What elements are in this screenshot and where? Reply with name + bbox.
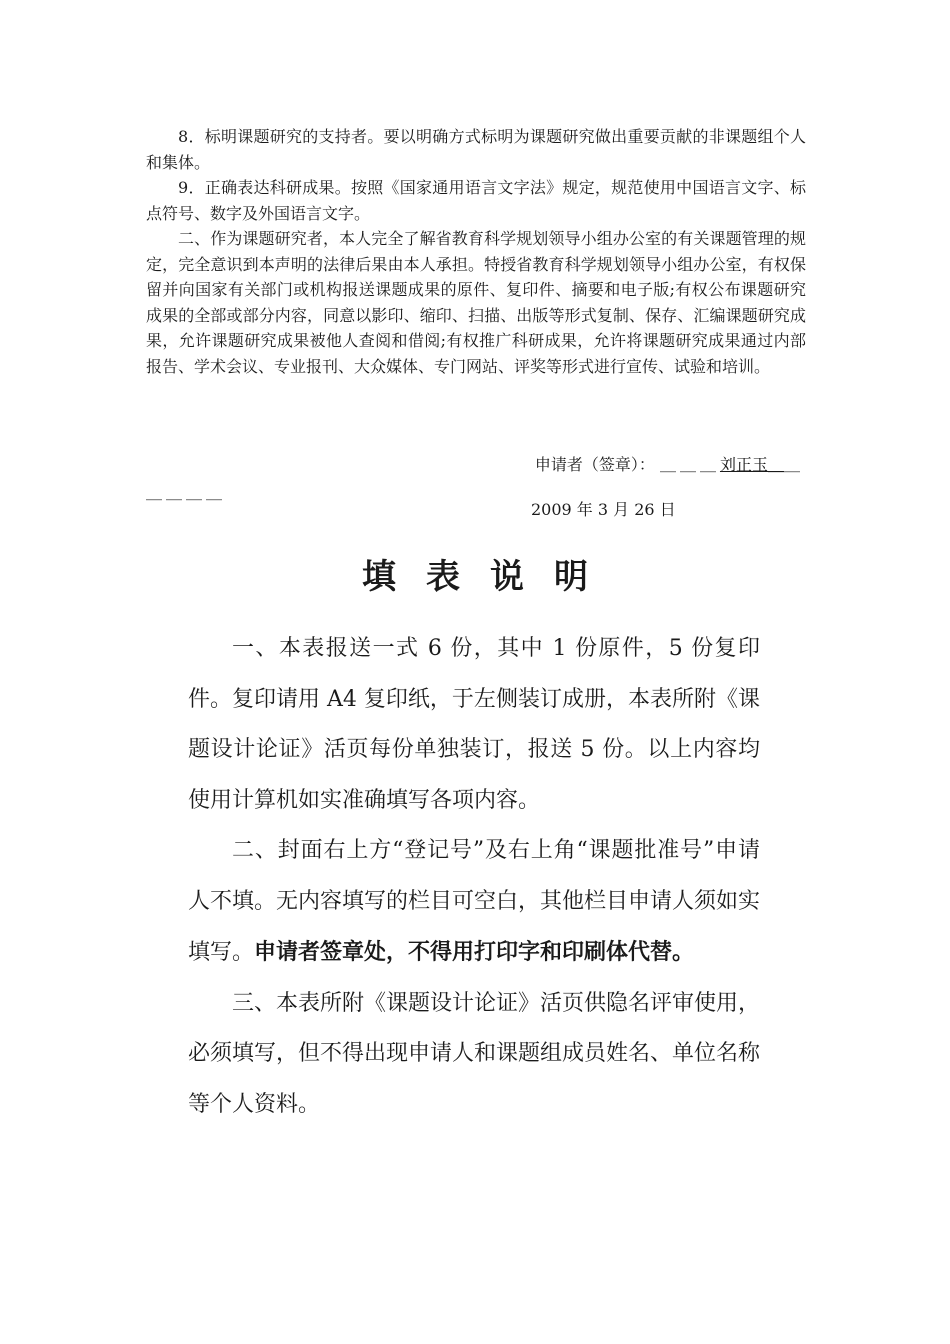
instructions-title: 填表说明 [362,557,618,597]
signature-label: 申请者（签章）： [534,455,655,474]
signature-name: 刘正玉＿ [719,455,784,474]
instructions-section [188,624,760,1130]
signature-line [146,451,806,479]
instruction-paragraph-2-bold: 申请者签章处，不得用打印字和印刷体代替。 [254,939,695,965]
declaration-item-9: 9．正确表达科研成果。按照《国家通用语言文字法》规定，规范使用中国语言文字、标点符号、数字及外国语言文字。 [146,178,806,223]
declaration-section-2: 二、作为课题研究者，本人完全了解省教育科学规划领导小组办公室的有关课题管理的规定，完全意识到本声明的法律后果由本人承担。特授省教育科学规划领导小组办公室，有权保留并向国家有关部门或机构报送课题成果的原件、复印件、摘要和电子版;有权公布课题研究成果的全部或部分内容，同意以影印、缩印、扫描、出版等形式复制、保存、汇编课题研究成果，允许课题研究成果被他人查阅和借阅;有权推广科研成果，允许将课题研究成果通过内部报告、学术会议、专业报刊、大众媒体、专门网站、评奖等形式进行宣传、试验和培训。 [146,229,806,376]
signature-block [146,451,806,507]
declaration-section [146,124,806,379]
instruction-paragraph-1: 一、本表报送一式 6 份，其中 1 份原件，5 份复印件。复印请用 A4 复印纸，于左侧装订成册，本表所附《课题设计论证》活页每份单独装订，报送 5 份。以上内容均使用计算机如实准确填写各项内容。 [188,636,760,813]
signature-blank-continuation: ＿＿＿＿ [146,483,227,502]
signature-blank-after: ＿ [783,455,804,474]
instruction-paragraph-3: 三、本表所附《课题设计论证》活页供隐名评审使用，必须填写，但不得出现申请人和课题组成员姓名、单位名称等个人资料。 [188,990,761,1117]
declaration-item-8: 8．标明课题研究的支持者。要以明确方式标明为课题研究做出重要贡献的非课题组个人和集体。 [146,127,806,172]
signature-blank-before: ＿＿＿ [659,455,720,474]
signature-date: 2009 年 3 月 26 日 [531,500,676,519]
instruction-paragraph-2-text: 二、封面右上方“登记号”及右上角“课题批准号”申请人不填。无内容填写的栏目可空白，其他栏目申请人须如实填写。 [188,838,761,965]
instruction-paragraph-2 [188,826,760,979]
